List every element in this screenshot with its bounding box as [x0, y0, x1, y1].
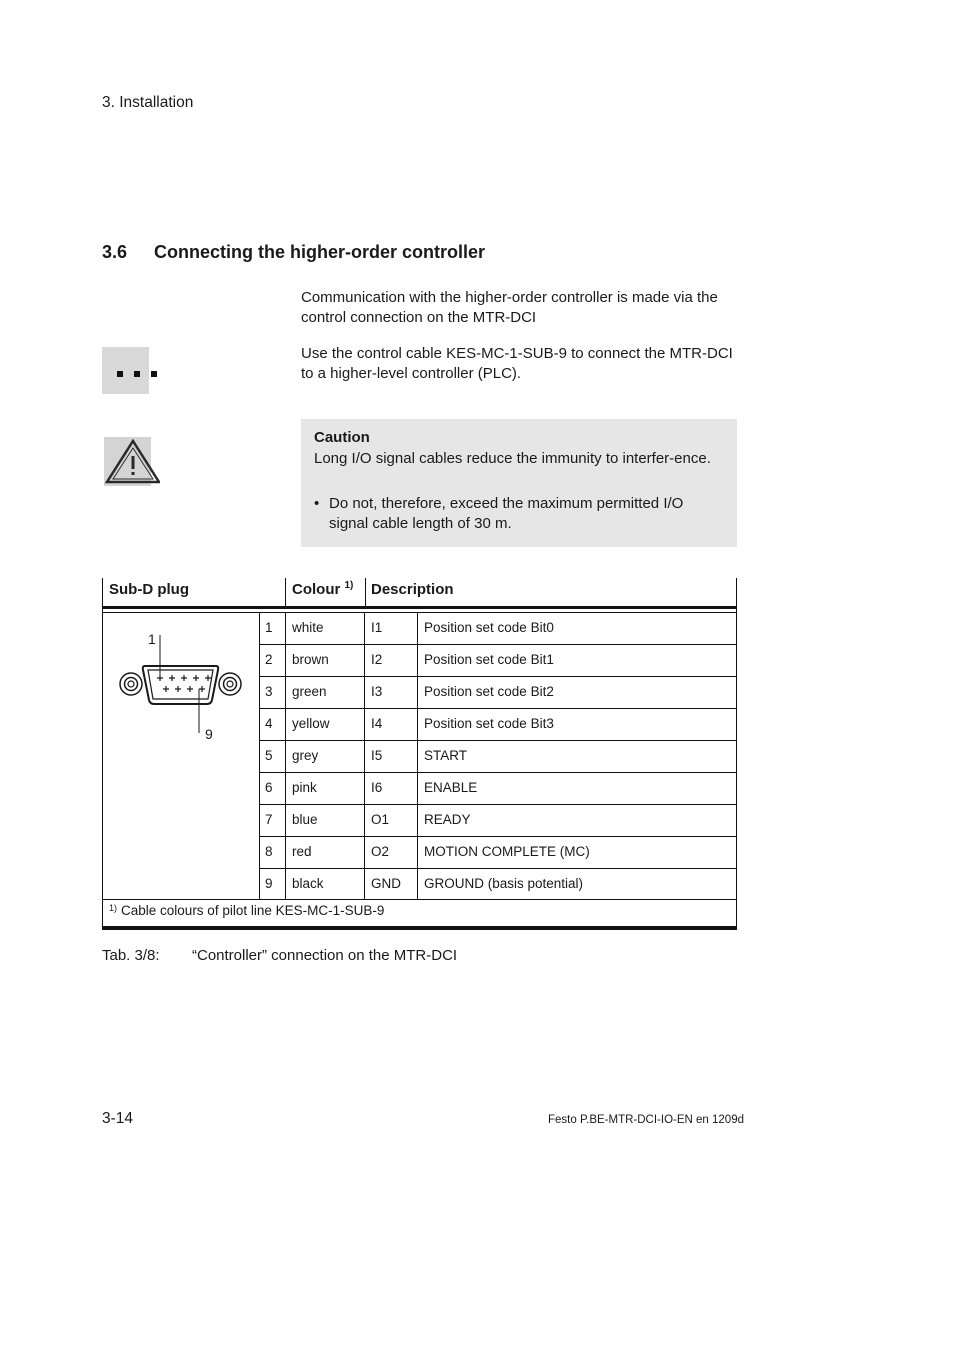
section-title: Connecting the higher-order controller	[154, 242, 486, 262]
pin-cell: 3	[265, 684, 273, 699]
description-cell: Position set code Bit0	[424, 620, 554, 635]
signal-cell: I2	[371, 652, 383, 667]
section-heading	[102, 242, 485, 263]
colour-cell: pink	[292, 780, 317, 795]
bullet-mark: •	[314, 495, 320, 512]
caution-box	[301, 419, 737, 547]
note-dots-icon	[102, 347, 149, 394]
colour-cell: white	[292, 620, 324, 635]
header-colour-label: Colour	[292, 581, 341, 598]
pin-cell: 7	[265, 812, 273, 827]
pin-cell: 2	[265, 652, 273, 667]
table-footnote	[109, 903, 384, 918]
description-cell: READY	[424, 812, 471, 827]
colour-cell: blue	[292, 812, 318, 827]
document-id: Festo P.BE-MTR-DCI-IO-EN en 1209d	[548, 1114, 744, 1126]
connection-table	[102, 578, 737, 930]
caption-text: “Controller” connection on the MTR-DCI	[192, 947, 458, 964]
pin-label-1: 1	[148, 631, 156, 647]
header-sub-d-plug: Sub-D plug	[109, 581, 189, 598]
footnote-text: Cable colours of pilot line KES-MC-1-SUB-9	[121, 903, 385, 918]
signal-cell: I5	[371, 748, 383, 763]
pin-cell: 8	[265, 844, 273, 859]
description-cell: Position set code Bit2	[424, 684, 554, 699]
description-cell: Position set code Bit3	[424, 716, 554, 731]
caution-title: Caution	[314, 429, 370, 446]
pin-cell: 9	[265, 876, 273, 891]
signal-cell: I4	[371, 716, 383, 731]
running-header: 3. Installation	[102, 94, 194, 111]
signal-cell: O1	[371, 812, 390, 827]
signal-cell: GND	[371, 876, 401, 891]
page-number: 3-14	[102, 1110, 134, 1127]
pin-cell: 4	[265, 716, 273, 731]
signal-cell: I1	[371, 620, 383, 635]
description-cell: ENABLE	[424, 780, 478, 795]
caution-text: Long I/O signal cables reduce the immunity to interfer-ence.	[314, 450, 711, 467]
intro-paragraph: Communication with the higher-order controller is made via the control connection on the MTR-DCI	[301, 289, 718, 326]
description-cell: MOTION COMPLETE (MC)	[424, 844, 590, 859]
signal-cell: O2	[371, 844, 390, 859]
header-colour	[292, 581, 353, 598]
header-colour-footnote-ref: 1)	[344, 580, 354, 591]
colour-cell: red	[292, 844, 312, 859]
section-number: 3.6	[102, 242, 128, 262]
signal-cell: I3	[371, 684, 383, 699]
colour-cell: black	[292, 876, 324, 891]
colour-cell: green	[292, 684, 327, 699]
pin-cell: 1	[265, 620, 273, 635]
colour-cell: brown	[292, 652, 329, 667]
instruction-paragraph: Use the control cable KES-MC-1-SUB-9 to connect the MTR-DCI to a higher-level controller (PLC).	[301, 345, 733, 382]
description-cell: START	[424, 748, 468, 763]
pin-cell: 5	[265, 748, 273, 763]
footnote-mark: 1)	[109, 903, 118, 913]
colour-cell: grey	[292, 748, 319, 763]
colour-cell: yellow	[292, 716, 330, 731]
description-cell: GROUND (basis potential)	[424, 876, 584, 891]
caption-label: Tab. 3/8:	[102, 947, 160, 964]
header-description: Description	[371, 581, 454, 598]
pin-cell: 6	[265, 780, 273, 795]
table-caption	[102, 947, 457, 964]
warning-triangle-icon	[104, 437, 151, 486]
signal-cell: I6	[371, 780, 383, 795]
pin-label-9: 9	[205, 726, 213, 742]
description-cell: Position set code Bit1	[424, 652, 554, 667]
sub-d-connector-icon	[117, 633, 242, 738]
caution-bullet-text: Do not, therefore, exceed the maximum permitted I/O signal cable length of 30 m.	[329, 495, 684, 532]
